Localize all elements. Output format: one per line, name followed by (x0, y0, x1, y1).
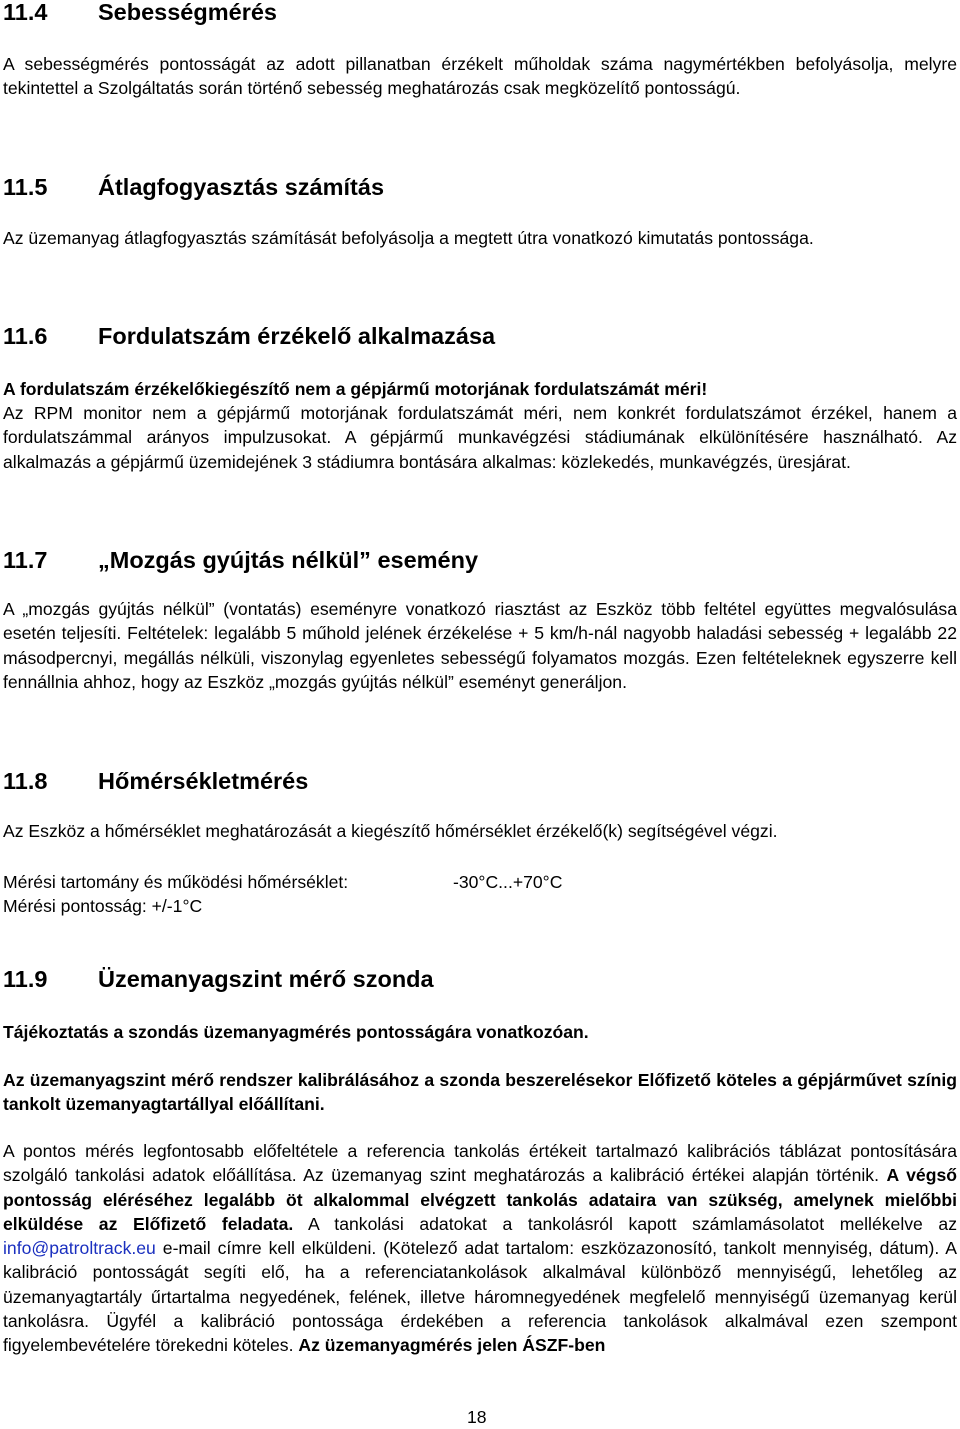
email-link[interactable]: info@patroltrack.eu (3, 1238, 156, 1259)
measurement-range-value: -30°C...+70°C (453, 872, 563, 892)
text-run: e-mail címre kell elküldeni. (Kötelező adat tartalom: eszközazonosító, tankolt mennyiség, dátum). A kalibráció pontosságát segíti elő, ha a referenciatankolások alkalmával különböző mennyiségű, lehetőleg az üzemanyagtartály űrtartalma negyedének, felének, illetve háromnegyedének megfelelő mennyiségű üzemanyag kerül tankolásra. Ügyfél a kalibráció pontossága érdekében a referencia tankolások alkalmával ezen szempont figyelembevételére törekedni köteles. (3, 1238, 957, 1356)
section-number: 11.4 (3, 0, 48, 25)
section-number: 11.7 (3, 547, 48, 573)
section-number: 11.6 (3, 323, 48, 349)
section-heading-11-7 (3, 546, 478, 574)
section-title: Üzemanyagszint mérő szonda (98, 966, 434, 992)
bold-lead-paragraph: Tájékoztatás a szondás üzemanyagmérés pontosságára vonatkozóan. (3, 1022, 589, 1042)
bold-text-run: A végső pontosság eléréséhez legalább öt alkalommal elvégzett tankolás adataira van szükség, amelynek mielőbbi elküldése az Előfizető feladata. (3, 1165, 957, 1234)
section-title: Hőmérsékletmérés (98, 768, 309, 794)
section-heading-11-5 (3, 173, 384, 201)
section-heading-11-8 (3, 767, 308, 795)
section-heading-11-9 (3, 965, 434, 993)
section-heading-11-6 (3, 322, 495, 350)
section-title: Átlagfogyasztás számítás (98, 174, 385, 200)
section-title: Sebességmérés (98, 0, 277, 25)
paragraph: Az Eszköz a hőmérséklet meghatározását a kiegészítő hőmérséklet érzékelő(k) segítségével végzi. (3, 821, 778, 841)
bold-lead-paragraph: A fordulatszám érzékelőkiegészítő nem a gépjármű motorjának fordulatszámát méri! (3, 379, 708, 399)
paragraph: Az üzemanyag átlagfogyasztás számítását befolyásolja a megtett útra vonatkozó kimutatás pontossága. (3, 228, 814, 248)
paragraph: A sebességmérés pontosságát az adott pillanatban érzékelt műholdak száma nagymértékben befolyásolja, melyre tekintettel a Szolgáltatás során történő sebesség meghatározás csak megközelítő pontosságú. (3, 54, 957, 99)
bold-text-run: Az üzemanyagmérés jelen ÁSZF-ben (298, 1335, 606, 1356)
measurement-range-row (3, 870, 563, 894)
text-run: A tankolási adatokat a tankolásról kapott számlamásolatot mellékelve az (307, 1213, 957, 1234)
paragraph: Az RPM monitor nem a gépjármű motorjának fordulatszámát méri, nem konkrét fordulatszámot érzékel, hanem a fordulatszámmal arányos impulzusokat. A gépjármű munkavégzési stádiumának elkülönítésére használható. Az alkalmazás a gépjármű üzemidejének 3 stádiumra bontására alkalmas: közlekedés, munkavégzés, üresjárat. (3, 403, 957, 472)
paragraph: A „mozgás gyújtás nélkül” (vontatás) eseményre vonatkozó riasztást az Eszköz több feltétel együttes megvalósulása esetén teljesíti. Feltételek: legalább 5 műhold jelének érzékelése + 5 km/h-nál nagyobb haladási sebesség + legalább 22 másodpercnyi, megállás nélküli, viszonylag egyenletes sebességű folyamatos mozgás. Ezen feltételeknek egyszerre kell fennállnia ahhoz, hogy az Eszköz „mozgás gyújtás nélkül” eseményt generáljon. (3, 599, 957, 692)
page-number: 18 (467, 1407, 487, 1427)
section-title: „Mozgás gyújtás nélkül” esemény (98, 547, 479, 573)
measurement-accuracy: Mérési pontosság: +/-1°C (3, 896, 203, 916)
section-heading-11-4 (3, 0, 277, 26)
section-number: 11.5 (3, 174, 48, 200)
measurement-range-label: Mérési tartomány és működési hőmérséklet: (3, 872, 349, 892)
paragraph (3, 1139, 957, 1358)
section-number: 11.8 (3, 768, 48, 794)
text-run: A pontos mérés legfontosabb előfeltétele a referencia tankolás értékeit tartalmazó kalibrációs táblázat pontosítására szolgáló tankolási adatok előállítása. Az üzemanyag szint meghatározás a kalibráció értékei alapján történik. (3, 1141, 957, 1186)
section-number: 11.9 (3, 966, 48, 992)
section-title: Fordulatszám érzékelő alkalmazása (98, 323, 496, 349)
bold-lead-paragraph: Az üzemanyagszint mérő rendszer kalibrálásához a szonda beszerelésekor Előfizető köteles a gépjárművet színig tankolt üzemanyagtartállyal előállítani. (3, 1070, 957, 1115)
